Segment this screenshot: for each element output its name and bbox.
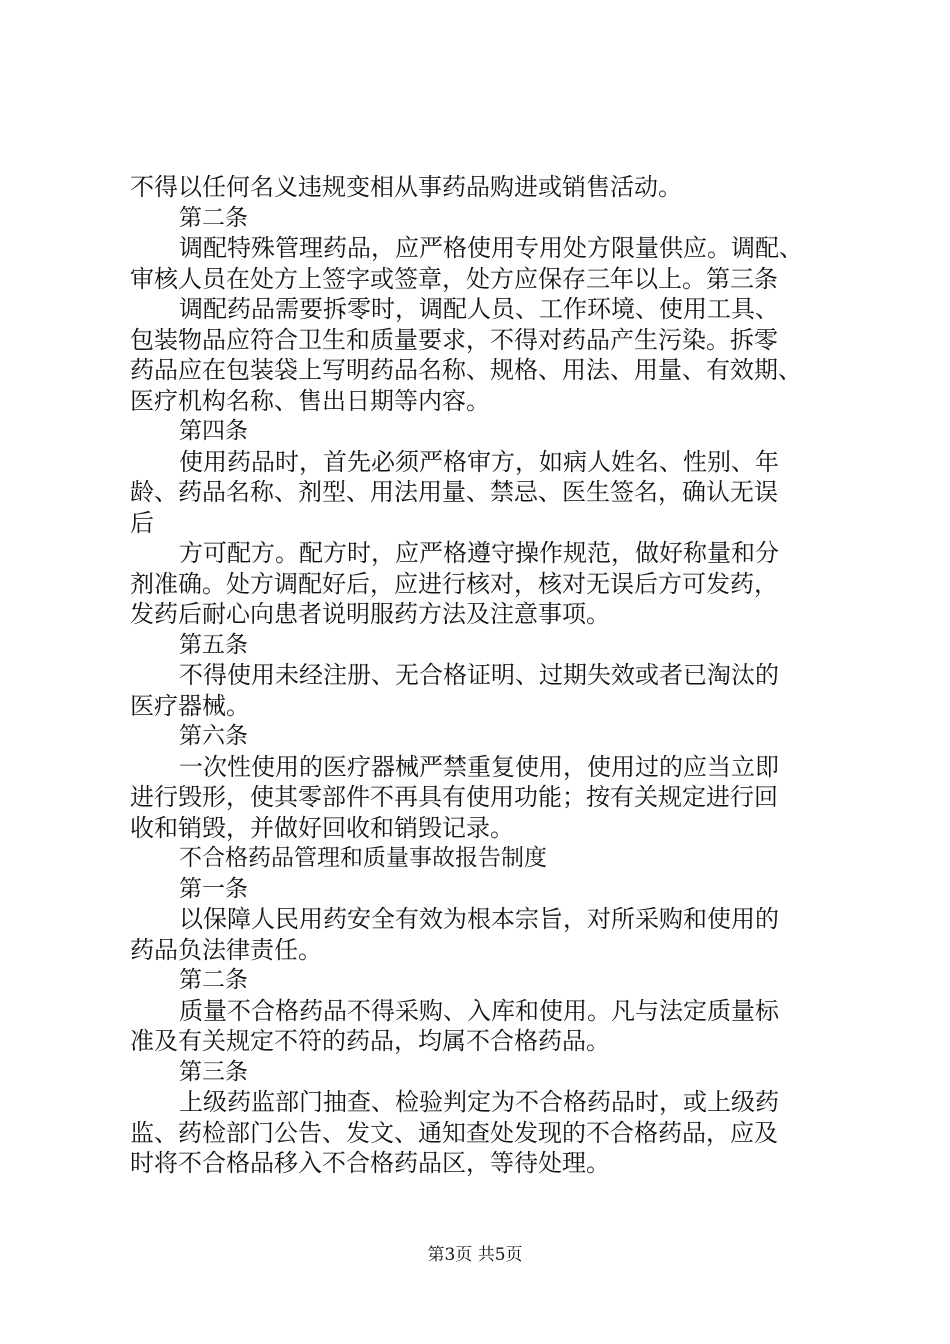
document-body (130, 172, 830, 1179)
paragraph-line: 审核人员在处方上签字或签章，处方应保存三年以上。第三条 (130, 264, 778, 293)
section-heading: 第二条 (179, 967, 248, 993)
paragraph-line: 不得使用未经注册、无合格证明、过期失效或者已淘汰的 (179, 661, 779, 689)
paragraph-line: 质量不合格药品不得采购、入库和使用。凡与法定质量标 (179, 996, 779, 1025)
page-number-footer: 第3页 共5页 (427, 1245, 523, 1265)
paragraph-line: 医疗器械。 (130, 691, 250, 720)
paragraph-line: 上级药监部门抽查、检验判定为不合格药品时，或上级药 (179, 1088, 779, 1116)
paragraph-line: 不得以任何名义违规变相从事药品购进或销售活动。 (130, 173, 682, 201)
paragraph-line: 进行毁形，使其零部件不再具有使用功能；按有关规定进行回 (130, 783, 778, 811)
paragraph-line: 一次性使用的医疗器械严禁重复使用，使用过的应当立即 (179, 752, 779, 781)
paragraph-line: 时将不合格品移入不合格药品区，等待处理。 (130, 1149, 610, 1177)
section-heading: 第五条 (179, 631, 248, 658)
paragraph-line: 方可配方。配方时，应严格遵守操作规范，做好称量和分 (179, 539, 779, 567)
paragraph-line: 准及有关规定不符的药品，均属不合格药品。 (130, 1027, 610, 1055)
section-heading: 第二条 (179, 204, 248, 231)
paragraph-line: 发药后耐心向患者说明服药方法及注意事项。 (130, 600, 610, 628)
paragraph-line: 龄、药品名称、剂型、用法用量、禁忌、医生签名，确认无误 (130, 478, 778, 506)
paragraph-line: 剂准确。处方调配好后，应进行核对，核对无误后方可发药， (130, 569, 778, 598)
section-heading: 第三条 (179, 1058, 248, 1085)
section-heading: 第一条 (179, 875, 248, 902)
section-heading: 第六条 (179, 723, 248, 749)
paragraph-line: 调配特殊管理药品，应严格使用专用处方限量供应。调配、 (179, 234, 803, 262)
paragraph-line: 收和销毁，并做好回收和销毁记录。 (130, 813, 514, 842)
paragraph-line: 医疗机构名称、售出日期等内容。 (130, 386, 490, 415)
paragraph-line: 使用药品时，首先必须严格审方，如病人姓名、性别、年 (179, 447, 779, 476)
section-heading: 不合格药品管理和质量事故报告制度 (179, 845, 547, 871)
paragraph-line: 包装物品应符合卫生和质量要求，不得对药品产生污染。拆零 (130, 325, 778, 354)
paragraph-line: 以保障人民用药安全有效为根本宗旨，对所采购和使用的 (179, 905, 779, 933)
paragraph-line: 调配药品需要拆零时，调配人员、工作环境、使用工具、 (179, 295, 779, 323)
paragraph-line: 后 (130, 508, 154, 537)
section-heading: 第四条 (179, 418, 248, 444)
paragraph-line: 药品应在包装袋上写明药品名称、规格、用法、用量、有效期、 (130, 356, 802, 384)
paragraph-line: 监、药检部门公告、发文、通知查处发现的不合格药品，应及 (130, 1118, 778, 1147)
paragraph-line: 药品负法律责任。 (130, 935, 322, 964)
